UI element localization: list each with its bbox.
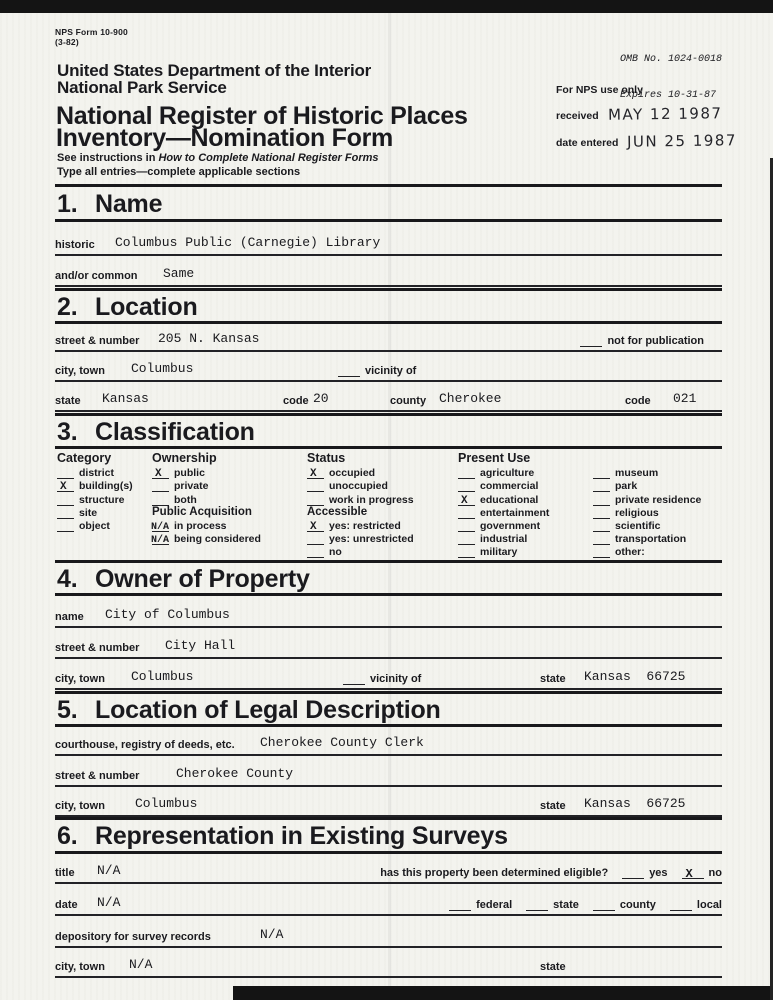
- checkbox-public: [152, 466, 261, 479]
- survey-date-value: N/A: [97, 895, 121, 910]
- code-value: 20: [313, 391, 329, 406]
- section-5-title: Location of Legal Description: [95, 696, 441, 724]
- section-divider: [55, 413, 722, 416]
- checkbox-label: yes: unrestricted: [329, 533, 414, 546]
- section-divider: [55, 184, 722, 187]
- legal-city-value: Columbus: [135, 796, 198, 811]
- status-heading: Status: [307, 451, 346, 465]
- present-use-spacer: [593, 452, 701, 466]
- owner-street-row: [55, 631, 722, 659]
- checkbox-in-process: [152, 519, 261, 532]
- owner-city-label: city, town: [55, 673, 105, 685]
- courthouse-value: Cherokee County Clerk: [260, 735, 424, 750]
- checkbox-line: [593, 521, 610, 532]
- section-3-number: 3.: [57, 418, 78, 446]
- checkbox-occupied: [307, 466, 414, 479]
- form-revision: (3-82): [55, 37, 79, 47]
- common-name-value: Same: [163, 266, 195, 281]
- instructions-line1: [57, 151, 379, 165]
- category-column: [57, 452, 133, 532]
- checkbox-transportation: [593, 532, 701, 545]
- checkbox-being-considered: [152, 532, 261, 545]
- county-label: county: [390, 395, 427, 407]
- section-divider: [55, 288, 722, 291]
- federal-blank: [449, 900, 471, 911]
- section-1-title: Name: [95, 190, 163, 218]
- category-heading: Category: [57, 451, 112, 465]
- checkbox-mark: X: [310, 468, 317, 481]
- code-label: code: [283, 395, 309, 407]
- checkbox-line: [307, 468, 324, 479]
- checkbox-agriculture: [458, 466, 549, 479]
- checkbox-mark: N/A: [151, 535, 170, 547]
- omb-number: OMB No. 1024-0018: [620, 54, 723, 65]
- historic-label: historic: [55, 239, 95, 251]
- section-6-title: Representation in Existing Surveys: [95, 822, 508, 850]
- checkbox-mark: X: [155, 468, 162, 481]
- checkbox-line: [57, 521, 74, 532]
- checkbox-line: [593, 468, 610, 479]
- checkbox-line: [152, 521, 169, 532]
- section-4-number: 4.: [57, 565, 78, 593]
- owner-city-row: [55, 662, 722, 690]
- checkbox-line: [307, 547, 324, 558]
- legal-street-row: [55, 759, 722, 787]
- eligible-label: has this property been determined eligible?: [380, 867, 609, 879]
- owner-vicinity-option: [343, 673, 421, 685]
- checkbox-commercial: [458, 479, 549, 492]
- checkbox-label: private: [174, 480, 209, 493]
- checkbox-yes-unrestricted: [307, 532, 414, 545]
- checkbox-line: [593, 547, 610, 558]
- survey-state-label: state: [540, 961, 566, 973]
- present-use-column-2: [593, 452, 701, 558]
- survey-title-value: N/A: [97, 863, 121, 878]
- owner-state-value: Kansas 66725: [584, 669, 686, 684]
- checkbox-line: [307, 481, 324, 492]
- checkbox-line: [307, 521, 324, 532]
- yes-label: yes: [649, 867, 668, 879]
- present-use-column: [458, 452, 549, 558]
- checkbox-label: educational: [480, 493, 539, 506]
- checkbox-line: [458, 547, 475, 558]
- common-name-row: [55, 259, 722, 287]
- checkbox-label: industrial: [480, 533, 528, 546]
- street-row: [55, 324, 722, 352]
- checkbox-line: [593, 508, 610, 519]
- checkbox-line: [458, 481, 475, 492]
- checkbox-label: public: [174, 467, 205, 480]
- no-mark: X: [685, 867, 693, 881]
- checkbox-label: site: [79, 506, 98, 519]
- owner-street-value: City Hall: [165, 638, 236, 653]
- checkbox-label: no: [329, 546, 342, 559]
- city-row: [55, 354, 722, 382]
- vicinity-option: [338, 365, 416, 377]
- section-2-heading: [57, 295, 198, 319]
- checkbox-no: [307, 545, 414, 558]
- eligible-option-group: [380, 867, 722, 879]
- survey-city-label: city, town: [55, 961, 105, 973]
- vicinity-blank: [343, 674, 365, 685]
- checkbox-work-in-progress: [307, 492, 414, 505]
- street-label: street & number: [55, 335, 140, 347]
- checkbox-industrial: [458, 532, 549, 545]
- county-value: Cherokee: [439, 391, 502, 406]
- checkbox-label: work in progress: [329, 493, 414, 506]
- owner-name-value: City of Columbus: [105, 607, 230, 622]
- survey-level-options: [449, 899, 722, 911]
- checkbox-line: [593, 534, 610, 545]
- code2-label: code: [625, 395, 651, 407]
- checkbox-mark: N/A: [151, 521, 170, 533]
- checkbox-label: religious: [615, 506, 659, 519]
- section-1-number: 1.: [57, 190, 78, 218]
- yes-blank: [622, 868, 644, 879]
- section-3-heading: [57, 420, 255, 444]
- checkbox-label: commercial: [480, 480, 539, 493]
- legal-state-value: Kansas 66725: [584, 796, 686, 811]
- legal-street-value: Cherokee County: [176, 766, 294, 781]
- checkbox-private: [152, 479, 261, 492]
- accessible-heading: Accessible: [307, 505, 368, 518]
- checkbox-museum: [593, 466, 701, 479]
- checkbox-line: [57, 495, 74, 506]
- section-6-heading: [57, 824, 508, 848]
- checkbox-label: building(s): [79, 480, 133, 493]
- checkbox-line: [152, 468, 169, 479]
- survey-title-row: [55, 856, 722, 884]
- city-label: city, town: [55, 365, 105, 377]
- checkbox-site: [57, 506, 133, 519]
- common-label: and/or common: [55, 270, 138, 282]
- section-5-number: 5.: [57, 696, 78, 724]
- section-2-title: Location: [95, 293, 198, 321]
- checkbox-educational: [458, 492, 549, 505]
- owner-city-value: Columbus: [131, 669, 194, 684]
- local-blank: [670, 900, 692, 911]
- state-label: state: [55, 395, 81, 407]
- section-divider: [55, 851, 722, 854]
- checkbox-label: structure: [79, 493, 125, 506]
- survey-date-row: [55, 888, 722, 916]
- checkbox-park: [593, 479, 701, 492]
- instructions-line2: Type all entries—complete applicable sections: [57, 166, 301, 178]
- checkbox-other: [593, 545, 701, 558]
- county-label: county: [619, 899, 656, 911]
- checkbox-military: [458, 545, 549, 558]
- checkbox-line: [152, 495, 169, 506]
- checkbox-line: [307, 495, 324, 506]
- county-blank: [593, 900, 615, 911]
- checkbox-label: agriculture: [480, 467, 535, 480]
- checkbox-object: [57, 519, 133, 532]
- not-for-publication-option: [580, 335, 704, 347]
- checkbox-label: private residence: [615, 493, 702, 506]
- legal-city-label: city, town: [55, 800, 105, 812]
- state-label: state: [553, 899, 579, 911]
- vicinity-blank: [338, 366, 360, 377]
- checkbox-line: [458, 534, 475, 545]
- received-date-stamp: MAY 12 1987: [607, 104, 723, 124]
- section-divider: [55, 446, 722, 449]
- instructions-pre: See instructions in: [57, 152, 156, 164]
- survey-title-label: title: [55, 867, 75, 879]
- scan-bottom-edge: [233, 986, 773, 1000]
- state-blank: [526, 900, 548, 911]
- checkbox-label: unoccupied: [329, 480, 388, 493]
- checkbox-line: [57, 468, 74, 479]
- checkbox-mark: X: [461, 494, 468, 507]
- checkbox-label: museum: [615, 467, 659, 480]
- checkbox-label: military: [480, 546, 518, 559]
- section-4-title: Owner of Property: [95, 565, 310, 593]
- section-divider: [55, 817, 722, 820]
- checkbox-religious: [593, 506, 701, 519]
- not-for-publication-blank: [580, 336, 602, 347]
- owner-name-row: [55, 600, 722, 628]
- checkbox-label: object: [79, 519, 110, 532]
- vicinity-label: vicinity of: [370, 673, 422, 685]
- checkbox-line: [152, 481, 169, 492]
- section-1-heading: [57, 192, 162, 216]
- checkbox-label: yes: restricted: [329, 519, 401, 532]
- received-label: received: [556, 110, 599, 122]
- checkbox-district: [57, 466, 133, 479]
- section-divider: [55, 691, 722, 694]
- checkbox-entertainment: [458, 506, 549, 519]
- section-6-number: 6.: [57, 822, 78, 850]
- ownership-column: [152, 452, 261, 545]
- courthouse-row: [55, 728, 722, 756]
- instructions-manual-title: How to Complete National Register Forms: [158, 152, 379, 164]
- state-row: [55, 384, 722, 412]
- checkbox-label: entertainment: [480, 506, 550, 519]
- checkbox-government: [458, 519, 549, 532]
- depository-label: depository for survey records: [55, 931, 211, 943]
- section-4-heading: [57, 567, 310, 591]
- checkbox-buildings: [57, 479, 133, 492]
- checkbox-line: [57, 508, 74, 519]
- checkbox-line: [152, 534, 169, 545]
- legal-city-row: [55, 789, 722, 817]
- code2-value: 021: [673, 391, 697, 406]
- not-for-publication-label: not for publication: [607, 335, 704, 347]
- checkbox-line: [458, 468, 475, 479]
- checkbox-label: being considered: [174, 533, 261, 546]
- checkbox-label: both: [174, 493, 197, 506]
- legal-street-label: street & number: [55, 770, 140, 782]
- depository-value: N/A: [260, 927, 284, 942]
- local-label: local: [696, 899, 722, 911]
- doc-title-line2: Inventory—Nomination Form: [56, 124, 393, 152]
- date-entered-label: date entered: [556, 137, 619, 149]
- no-blank: [682, 868, 704, 879]
- checkbox-structure: [57, 492, 133, 505]
- survey-date-label: date: [55, 899, 78, 911]
- survey-city-value: N/A: [129, 957, 153, 972]
- section-3-title: Classification: [95, 418, 255, 446]
- present-use-heading: Present Use: [458, 451, 531, 465]
- section-divider: [55, 593, 722, 596]
- nps-use-only-label: For NPS use only: [556, 84, 643, 96]
- checkbox-private-residence: [593, 492, 701, 505]
- checkbox-both: [152, 492, 261, 505]
- checkbox-line: [458, 495, 475, 506]
- survey-city-row: [55, 950, 722, 978]
- legal-state-label: state: [540, 800, 566, 812]
- checkbox-line: [593, 495, 610, 506]
- checkbox-mark: X: [60, 481, 67, 494]
- checkbox-yes-restricted: [307, 519, 414, 532]
- section-5-heading: [57, 698, 441, 722]
- section-divider: [55, 724, 722, 727]
- checkbox-line: [307, 534, 324, 545]
- owner-street-label: street & number: [55, 642, 140, 654]
- checkbox-label: transportation: [615, 533, 687, 546]
- date-entered-stamp: JUN 25 1987: [627, 131, 738, 151]
- owner-name-label: name: [55, 611, 84, 623]
- omb-expires: Expires 10-31-87: [620, 90, 717, 101]
- federal-label: federal: [476, 899, 513, 911]
- vicinity-label: vicinity of: [365, 365, 417, 377]
- checkbox-label: district: [79, 467, 115, 480]
- street-value: 205 N. Kansas: [158, 331, 260, 346]
- section-2-number: 2.: [57, 293, 78, 321]
- checkbox-label: occupied: [329, 467, 376, 480]
- checkbox-scientific: [593, 519, 701, 532]
- checkbox-label: scientific: [615, 519, 661, 532]
- depository-row: [55, 920, 722, 948]
- checkbox-mark: X: [310, 520, 317, 533]
- city-value: Columbus: [131, 361, 194, 376]
- service-title: National Park Service: [57, 78, 227, 97]
- courthouse-label: courthouse, registry of deeds, etc.: [55, 739, 235, 751]
- section-divider: [55, 560, 722, 563]
- department-title: United States Department of the Interior: [57, 61, 372, 80]
- ownership-heading: Ownership: [152, 451, 217, 465]
- no-label: no: [708, 867, 722, 879]
- historic-name-row: [55, 228, 722, 256]
- checkbox-label: government: [480, 519, 541, 532]
- historic-name-value: Columbus Public (Carnegie) Library: [115, 235, 381, 250]
- checkbox-label: in process: [174, 519, 227, 532]
- checkbox-label: park: [615, 480, 638, 493]
- public-acquisition-heading: Public Acquisition: [152, 505, 252, 518]
- section-divider: [55, 219, 722, 222]
- owner-state-label: state: [540, 673, 566, 685]
- form-number: NPS Form 10-900: [55, 27, 128, 37]
- doc-title-line1: National Register of Historic Places: [56, 102, 468, 130]
- checkbox-label: other:: [615, 546, 645, 559]
- checkbox-line: [458, 521, 475, 532]
- scan-top-edge: [0, 0, 773, 13]
- checkbox-line: [458, 508, 475, 519]
- status-column: [307, 452, 414, 558]
- state-value: Kansas: [102, 391, 149, 406]
- checkbox-line: [593, 481, 610, 492]
- checkbox-line: [57, 481, 74, 492]
- checkbox-unoccupied: [307, 479, 414, 492]
